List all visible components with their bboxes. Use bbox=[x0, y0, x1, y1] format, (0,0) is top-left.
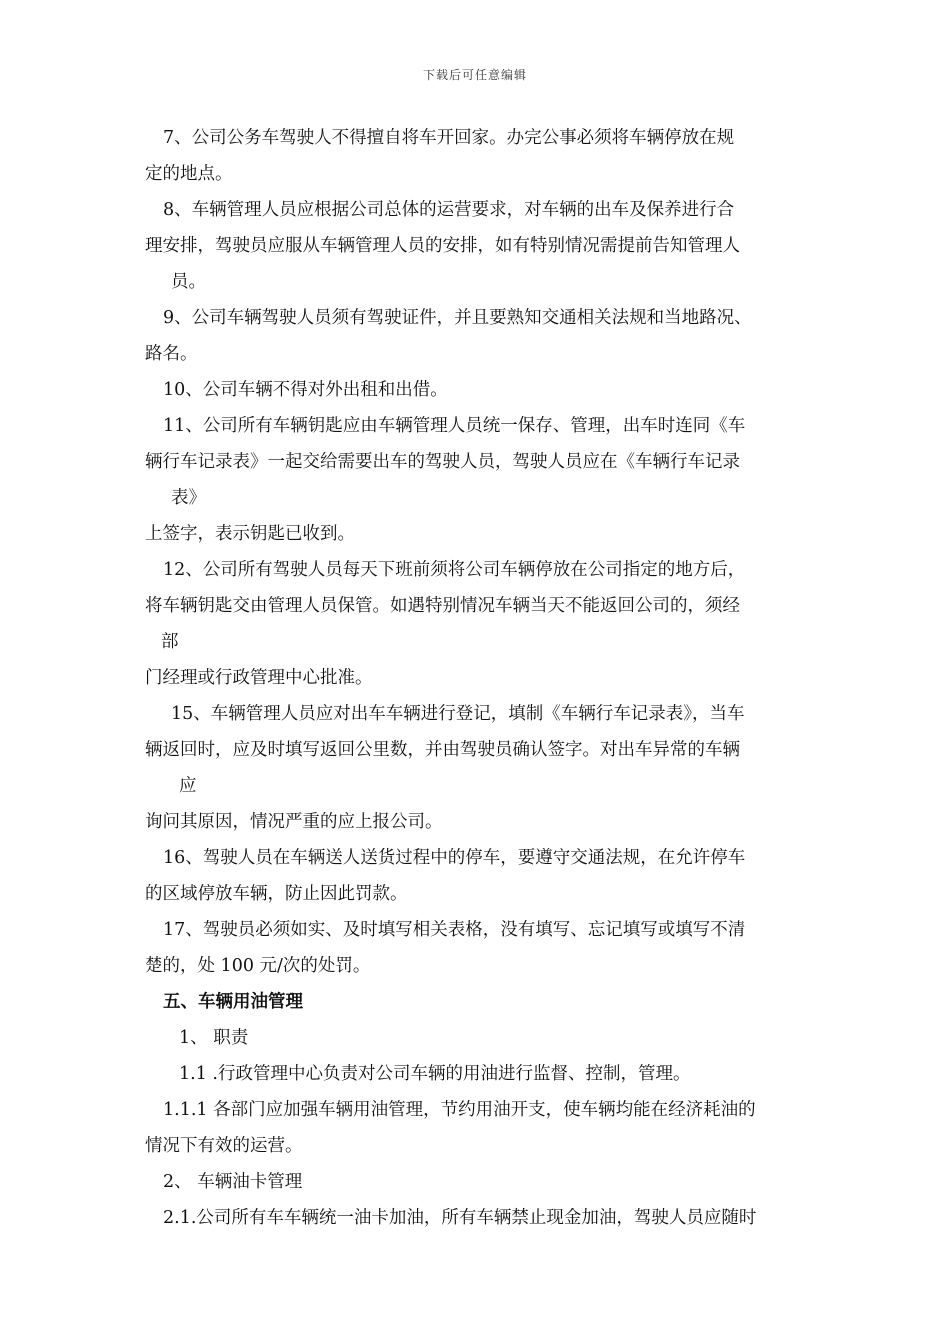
text-line: 7、公司公务车驾驶人不得擅自将车开回家。办完公事必须将车辆停放在规 bbox=[163, 128, 735, 148]
text-line: 员。 bbox=[171, 272, 206, 292]
text-line: 路名。 bbox=[145, 344, 198, 364]
text-line: 的区域停放车辆，防止因此罚款。 bbox=[145, 884, 408, 904]
text-line: 11、公司所有车辆钥匙应由车辆管理人员统一保存、管理，出车时连同《车 bbox=[163, 416, 746, 436]
text-line: 1、 职责 bbox=[179, 1028, 249, 1048]
section-heading: 五、车辆用油管理 bbox=[163, 992, 303, 1012]
text-line: 17、驾驶员必须如实、及时填写相关表格，没有填写、忘记填写或填写不清 bbox=[163, 920, 746, 940]
text-line: 定的地点。 bbox=[145, 164, 233, 184]
text-line: 应 bbox=[179, 776, 197, 796]
text-line: 表》 bbox=[171, 488, 206, 508]
text-line: 理安排，驾驶员应服从车辆管理人员的安排，如有特别情况需提前告知管理人 bbox=[145, 236, 740, 256]
text-line: 辆行车记录表》一起交给需要出车的驾驶人员，驾驶人员应在《车辆行车记录 bbox=[145, 452, 740, 472]
document-body bbox=[145, 120, 810, 1236]
text-line: 1.1 .行政管理中心负责对公司车辆的用油进行监督、控制，管理。 bbox=[179, 1064, 691, 1084]
text-line: 将车辆钥匙交由管理人员保管。如遇特别情况车辆当天不能返回公司的，须经 bbox=[145, 596, 740, 616]
text-line: 上签字，表示钥匙已收到。 bbox=[145, 524, 355, 544]
text-line: 情况下有效的运营。 bbox=[145, 1136, 303, 1156]
text-line: 12、公司所有驾驶人员每天下班前须将公司车辆停放在公司指定的地方后， bbox=[163, 560, 746, 580]
text-line: 15、车辆管理人员应对出车车辆进行登记，填制《车辆行车记录表》，当车 bbox=[171, 704, 745, 724]
text-line: 楚的，处 100 元/次的处罚。 bbox=[145, 956, 371, 976]
text-line: 2.1.公司所有车车辆统一油卡加油，所有车辆禁止现金加油，驾驶人员应随时 bbox=[163, 1208, 757, 1228]
text-line: 部 bbox=[161, 632, 179, 652]
text-line: 辆返回时，应及时填写返回公里数，并由驾驶员确认签字。对出车异常的车辆 bbox=[145, 740, 740, 760]
header-note: 下载后可任意编辑 bbox=[422, 68, 527, 82]
text-line: 门经理或行政管理中心批准。 bbox=[145, 668, 373, 688]
text-line: 16、驾驶人员在车辆送人送货过程中的停车，要遵守交通法规，在允许停车 bbox=[163, 848, 746, 868]
text-line: 询问其原因，情况严重的应上报公司。 bbox=[145, 812, 443, 832]
text-line: 8、车辆管理人员应根据公司总体的运营要求，对车辆的出车及保养进行合 bbox=[163, 200, 735, 220]
text-line: 2、 车辆油卡管理 bbox=[163, 1172, 303, 1192]
text-line: 1.1.1 各部门应加强车辆用油管理，节约用油开支，使车辆均能在经济耗油的 bbox=[163, 1100, 756, 1120]
text-line: 9、公司车辆驾驶人员须有驾驶证件，并且要熟知交通相关法规和当地路况、 bbox=[163, 308, 752, 328]
text-line: 10、公司车辆不得对外出租和出借。 bbox=[163, 380, 448, 400]
